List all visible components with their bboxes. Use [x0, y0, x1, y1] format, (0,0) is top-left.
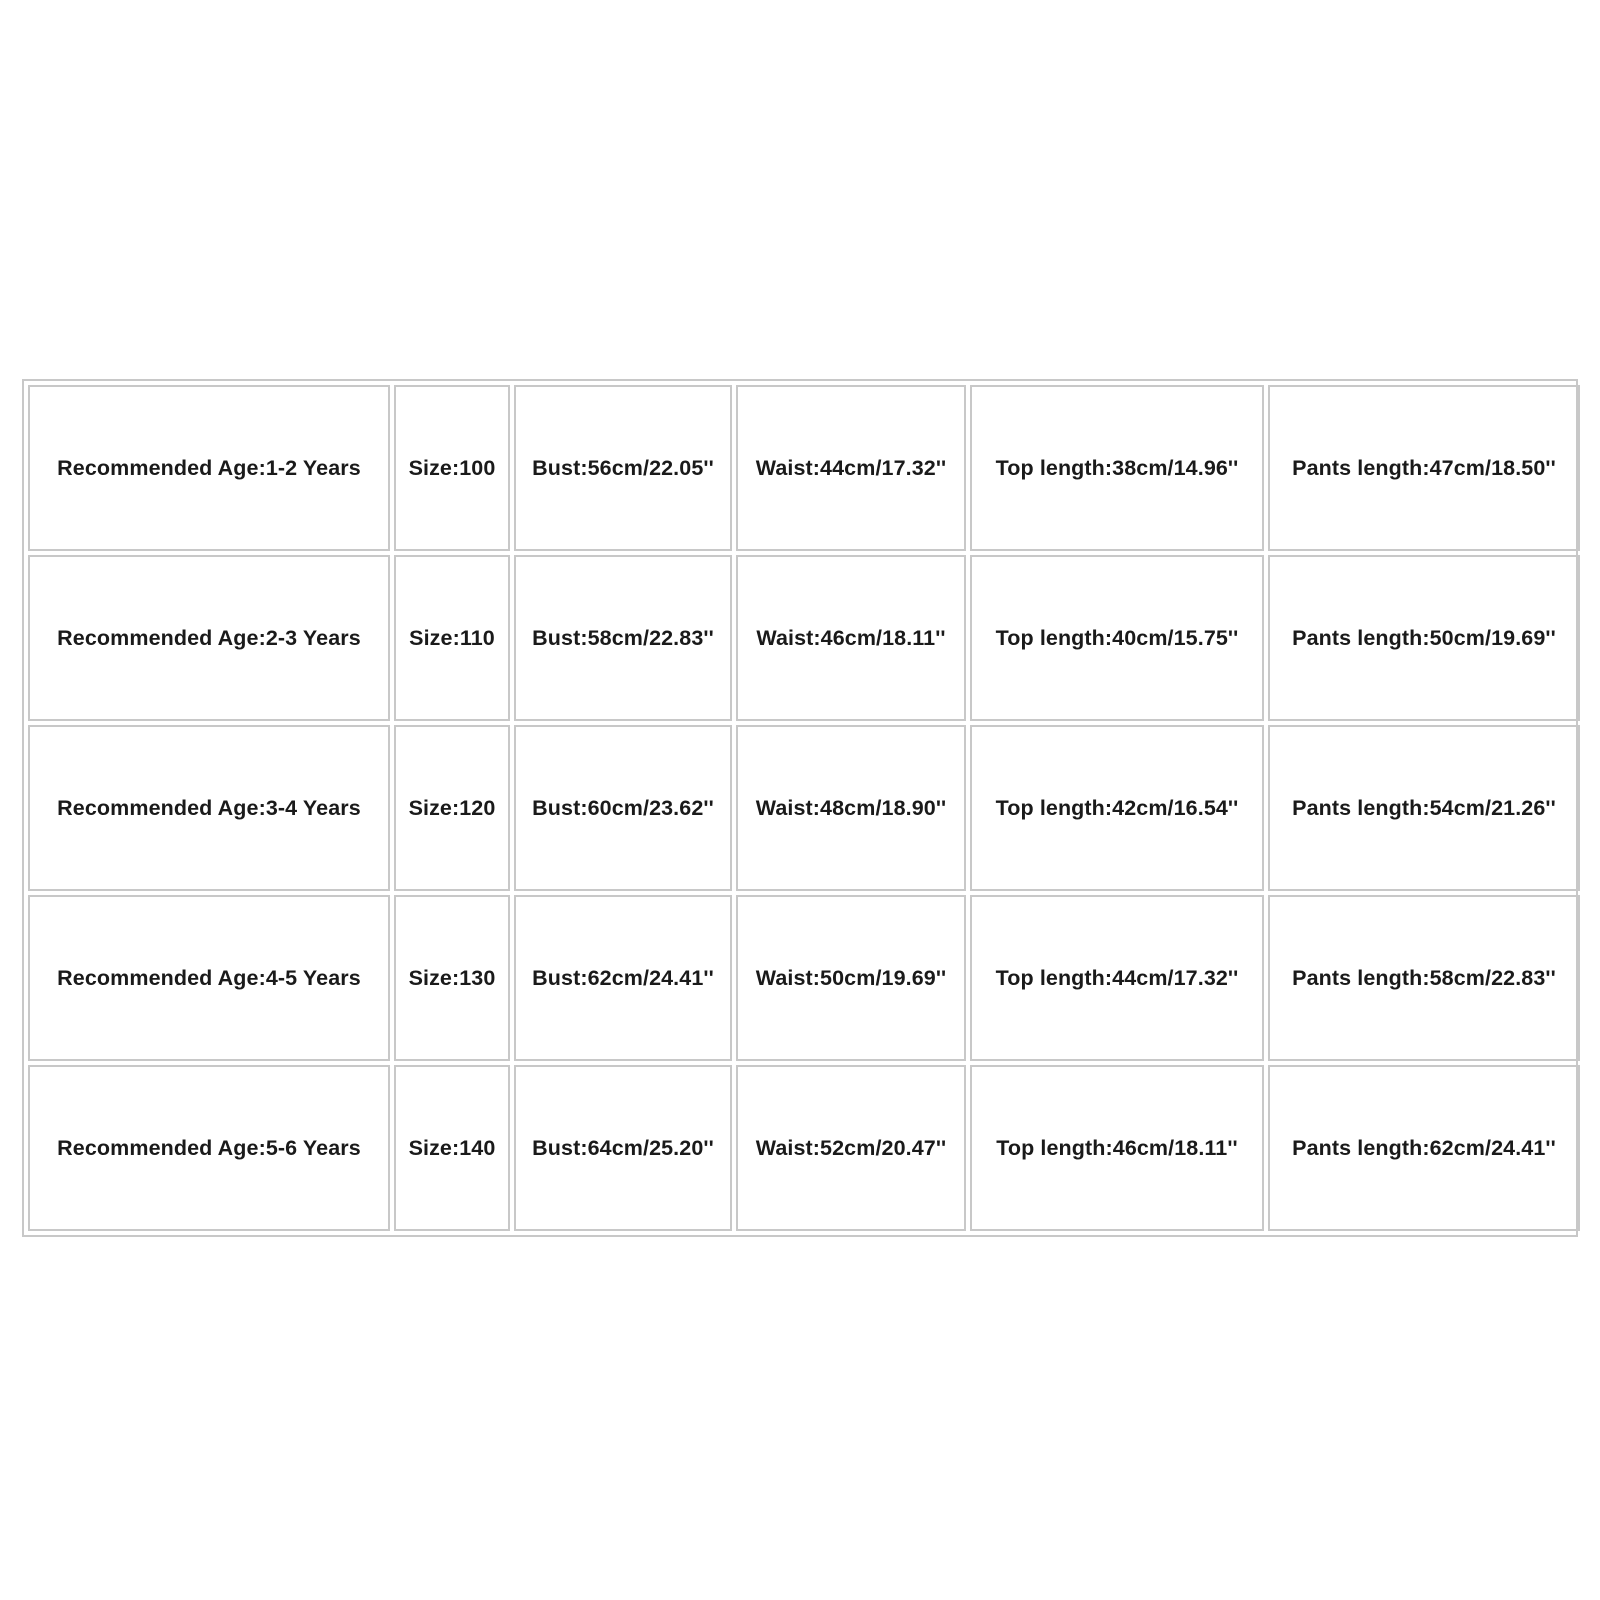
top-length-cell: Top length:42cm/16.54'': [970, 725, 1264, 891]
age-cell: Recommended Age:3-4 Years: [28, 725, 390, 891]
table-row: [28, 1065, 1580, 1231]
size-cell: Size:110: [394, 555, 510, 721]
top-length-cell: Top length:40cm/15.75'': [970, 555, 1264, 721]
age-cell: Recommended Age:5-6 Years: [28, 1065, 390, 1231]
size-cell: Size:130: [394, 895, 510, 1061]
waist-cell: Waist:46cm/18.11'': [736, 555, 966, 721]
age-cell: Recommended Age:4-5 Years: [28, 895, 390, 1061]
table-row: [28, 555, 1580, 721]
size-chart-table: [24, 381, 1584, 1235]
waist-cell: Waist:52cm/20.47'': [736, 1065, 966, 1231]
pants-length-cell: Pants length:54cm/21.26'': [1268, 725, 1580, 891]
bust-cell: Bust:58cm/22.83'': [514, 555, 732, 721]
size-cell: Size:140: [394, 1065, 510, 1231]
table-row: [28, 725, 1580, 891]
top-length-cell: Top length:44cm/17.32'': [970, 895, 1264, 1061]
pants-length-cell: Pants length:62cm/24.41'': [1268, 1065, 1580, 1231]
waist-cell: Waist:50cm/19.69'': [736, 895, 966, 1061]
age-cell: Recommended Age:1-2 Years: [28, 385, 390, 551]
size-cell: Size:120: [394, 725, 510, 891]
table-row: [28, 385, 1580, 551]
age-cell: Recommended Age:2-3 Years: [28, 555, 390, 721]
bust-cell: Bust:60cm/23.62'': [514, 725, 732, 891]
size-cell: Size:100: [394, 385, 510, 551]
waist-cell: Waist:44cm/17.32'': [736, 385, 966, 551]
waist-cell: Waist:48cm/18.90'': [736, 725, 966, 891]
top-length-cell: Top length:46cm/18.11'': [970, 1065, 1264, 1231]
top-length-cell: Top length:38cm/14.96'': [970, 385, 1264, 551]
bust-cell: Bust:62cm/24.41'': [514, 895, 732, 1061]
pants-length-cell: Pants length:58cm/22.83'': [1268, 895, 1580, 1061]
size-chart: [22, 379, 1578, 1237]
bust-cell: Bust:56cm/22.05'': [514, 385, 732, 551]
pants-length-cell: Pants length:47cm/18.50'': [1268, 385, 1580, 551]
bust-cell: Bust:64cm/25.20'': [514, 1065, 732, 1231]
table-row: [28, 895, 1580, 1061]
pants-length-cell: Pants length:50cm/19.69'': [1268, 555, 1580, 721]
